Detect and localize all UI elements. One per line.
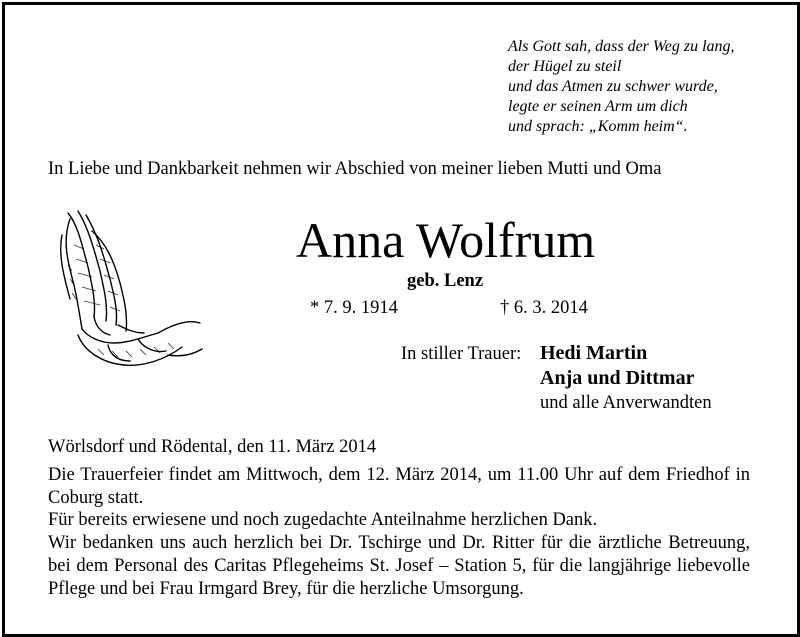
maiden-name: geb. Lenz (407, 271, 484, 291)
mourners-list (540, 341, 712, 416)
poem-line: der Hügel zu steil (508, 58, 622, 75)
intro-text: In Liebe und Dankbarkeit nehmen wir Abschied von meiner lieben Mutti und Oma (48, 159, 662, 179)
birth-date: * 7. 9. 1914 (310, 298, 398, 318)
mourning-label: In stiller Trauer: (401, 344, 522, 364)
thanks-text: Für bereits erwiesene und noch zugedachte Anteilnahme herzlichen Dank. (48, 510, 598, 530)
mourner-name: und alle Anverwandten (540, 393, 712, 413)
poem-line: und sprach: „Komm heim“. (508, 118, 688, 135)
mourner-name: Anja und Dittmar (540, 367, 695, 389)
praying-hands-icon (48, 205, 206, 377)
poem (508, 37, 735, 137)
acknowledgement-text: Wir bedanken uns auch herzlich bei Dr. Tschirge und Dr. Ritter für die ärztliche Betreuung, bei dem Personal des Caritas Pflegeheims St. Josef – Station 5, für die langjährige liebevolle Pflege und bei Frau Irmgard Brey, für die herzliche Umsorgung. (48, 533, 750, 599)
death-date: † 6. 3. 2014 (500, 298, 588, 318)
funeral-info: Die Trauerfeier findet am Mittwoch, dem 12. März 2014, um 11.00 Uhr auf dem Friedhof in Coburg statt. (48, 465, 750, 508)
poem-line: legte er seinen Arm um dich (508, 98, 688, 115)
poem-line: Als Gott sah, dass der Weg zu lang, (508, 38, 735, 55)
place-date: Wörlsdorf und Rödental, den 11. März 2014 (48, 437, 377, 457)
mourner-name: Hedi Martin (540, 342, 648, 364)
deceased-name: Anna Wolfrum (296, 212, 596, 268)
poem-line: und das Atmen zu schwer wurde, (508, 78, 718, 95)
